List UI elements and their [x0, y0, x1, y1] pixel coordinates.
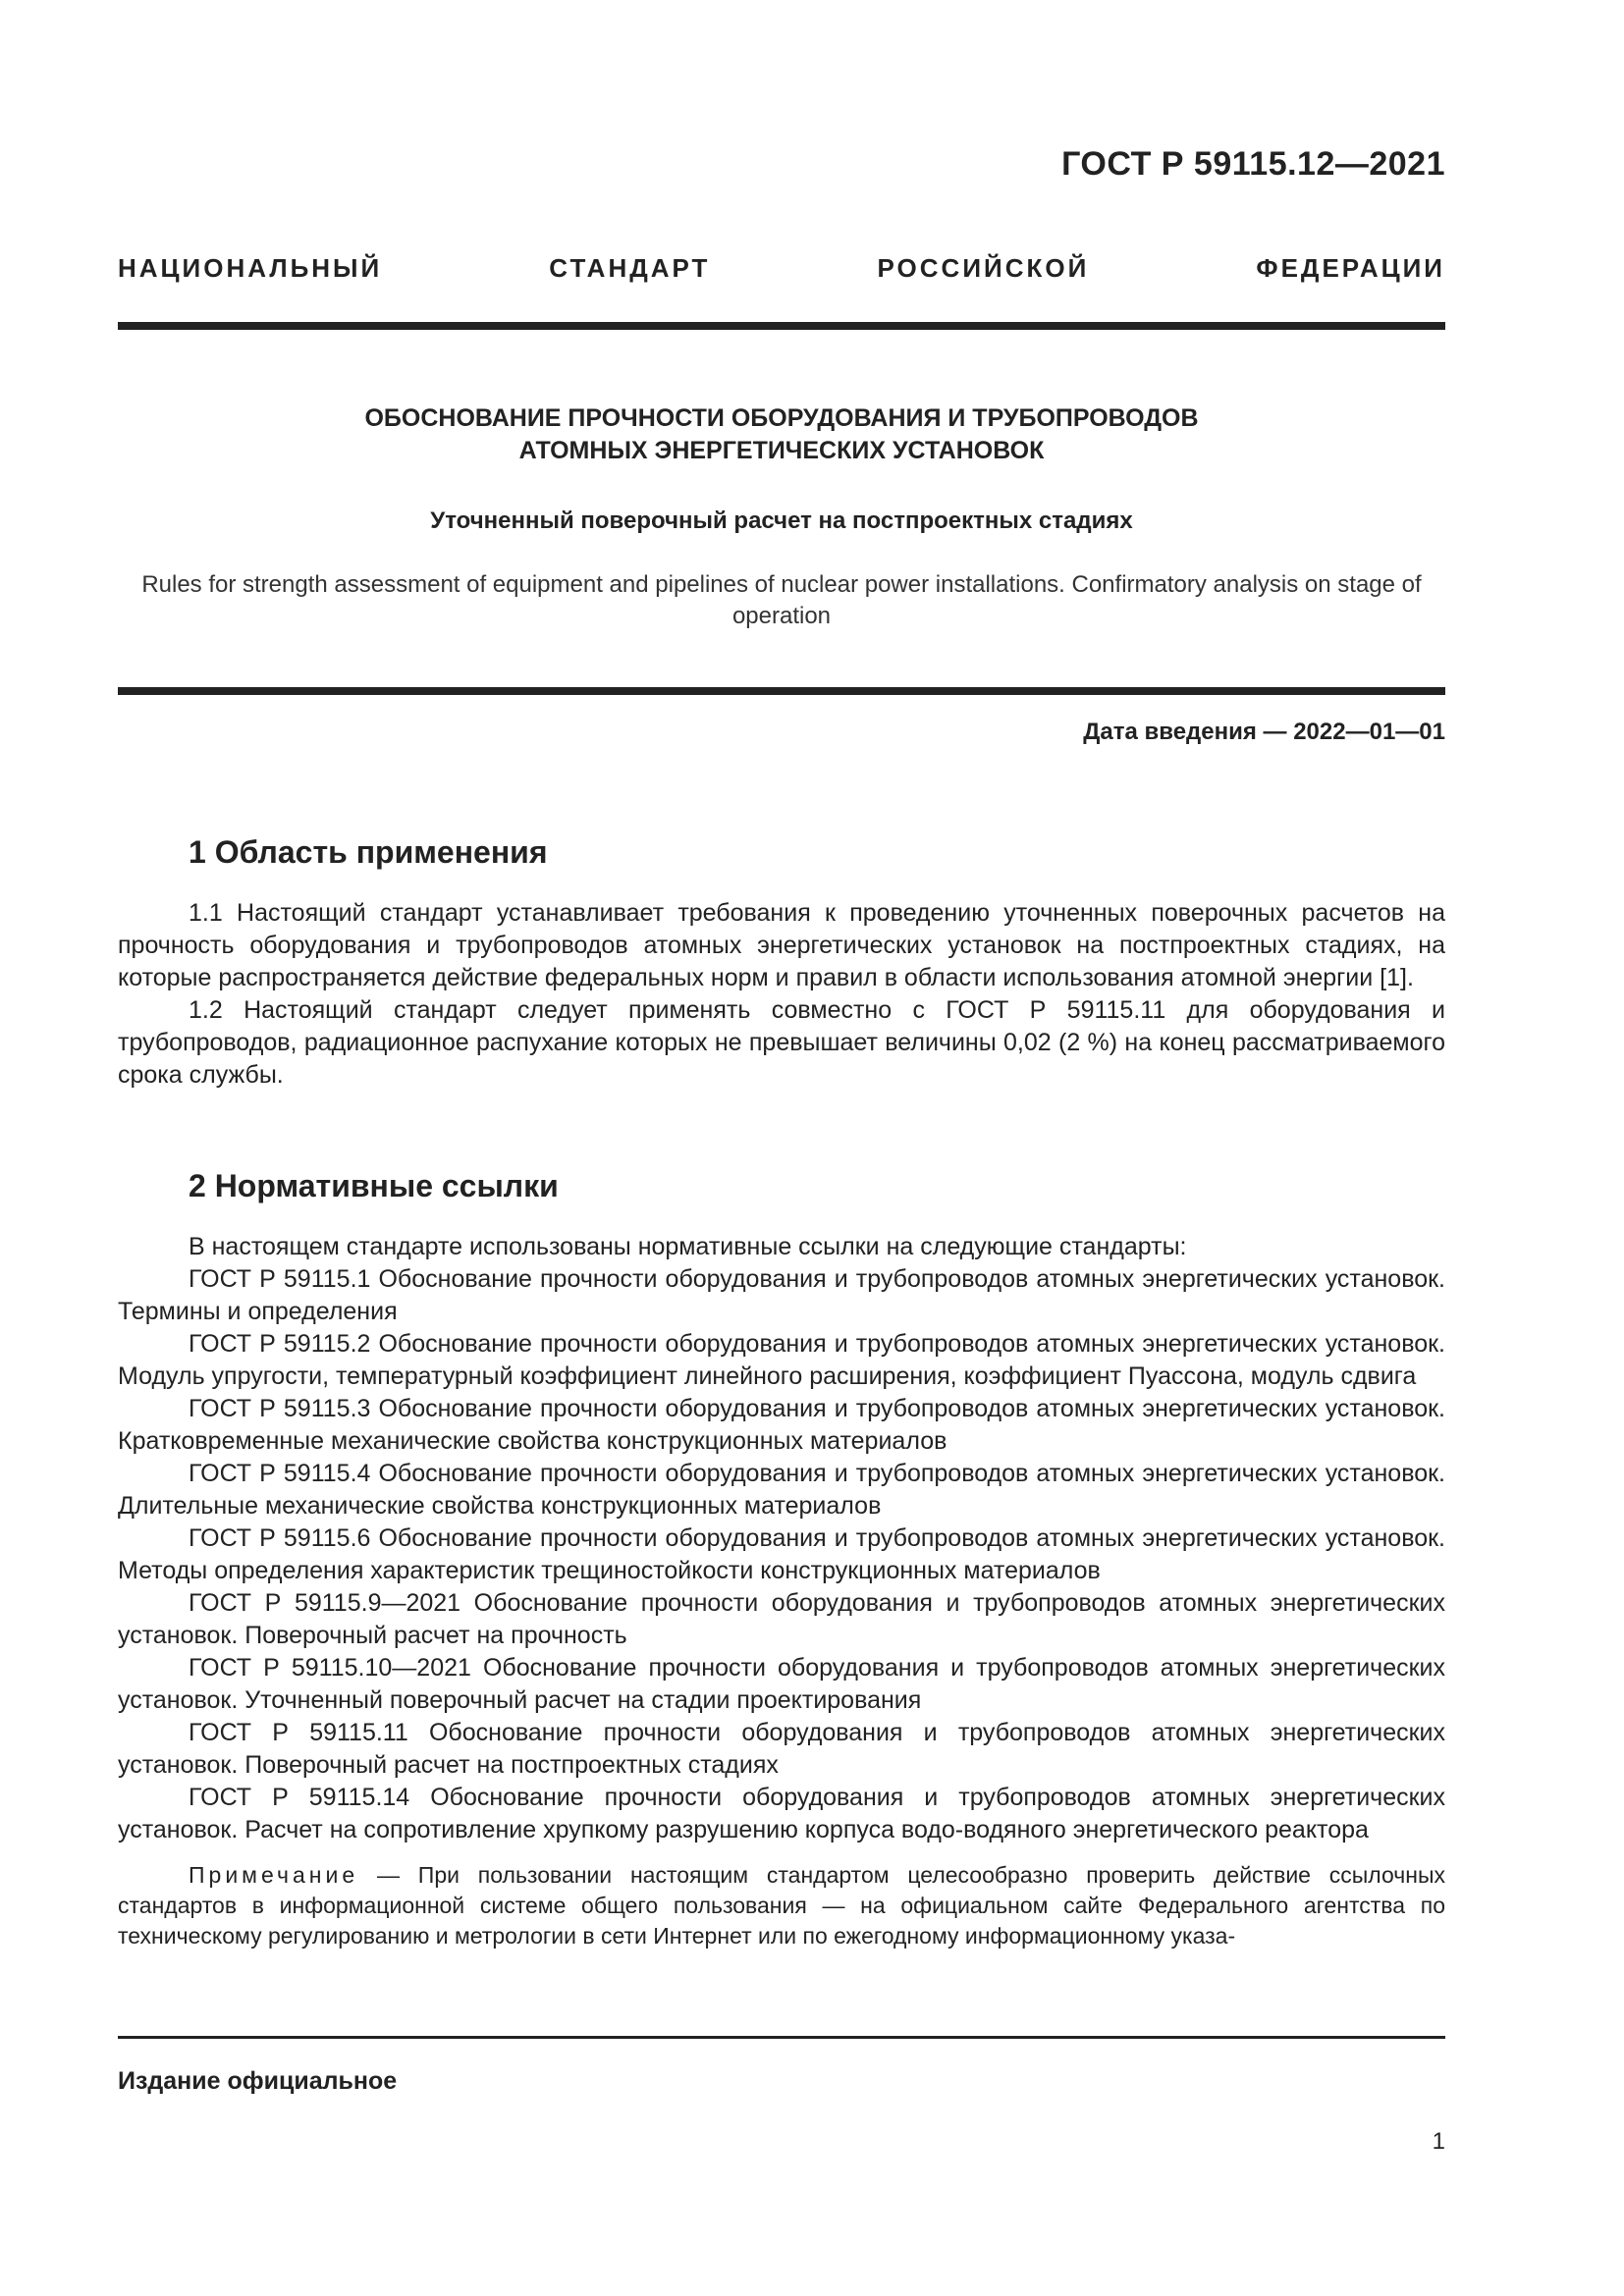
section-scope — [118, 832, 1445, 1092]
reference-item: ГОСТ Р 59115.2 Обоснование прочности оборудования и трубопроводов атомных энергетических установок. Модуль упругости, температурный коэффициент линейного расширения, коэффициент Пуассона, модуль сдвига — [118, 1330, 1445, 1390]
paragraph: В настоящем стандарте использованы нормативные ссылки на следующие стандарты: — [189, 1233, 1187, 1260]
reference-item: ГОСТ Р 59115.1 Обоснование прочности оборудования и трубопроводов атомных энергетических установок. Термины и определения — [118, 1265, 1445, 1325]
note-label: Примечание — [189, 1862, 359, 1888]
section-heading: 1 Область применения — [189, 834, 548, 870]
main-title-line2: АТОМНЫХ ЭНЕРГЕТИЧЕСКИХ УСТАНОВОК — [518, 437, 1045, 464]
header-rule — [118, 322, 1445, 330]
reference-item: ГОСТ Р 59115.6 Обоснование прочности оборудования и трубопроводов атомных энергетических установок. Методы определения характеристик трещиностойкости конструкционных материалов — [118, 1524, 1445, 1584]
main-title — [118, 402, 1445, 467]
edition-label: Издание официальное — [118, 2067, 398, 2095]
paragraph: 1.2 Настоящий стандарт следует применять совместно с ГОСТ Р 59115.11 для оборудования и трубопроводов, радиационное распухание которых не превышает величины 0,02 (2 %) на конец рассматриваемого срока службы. — [118, 996, 1445, 1089]
section-normative-references — [118, 1166, 1445, 1951]
page-number: 1 — [1432, 2128, 1445, 2155]
footer-rule — [118, 2036, 1445, 2039]
english-title: Rules for strength assessment of equipment and pipelines of nuclear power installations. Confirmatory analysis on stage of operation — [141, 571, 1422, 629]
introduction-date: Дата введения — 2022—01—01 — [1083, 719, 1445, 745]
reference-item: ГОСТ Р 59115.9—2021 Обоснование прочности оборудования и трубопроводов атомных энергетических установок. Поверочный расчет на прочность — [118, 1589, 1445, 1649]
note-text: — При пользовании настоящим стандартом целесообразно проверить действие ссылочных стандартов в информационной системе общего пользования — на официальном сайте Федерального агентства по техническому регулированию и метрологии в сети Интернет или по ежегодному информационному указа- — [118, 1862, 1445, 1949]
document-number: ГОСТ Р 59115.12—2021 — [1061, 145, 1445, 183]
main-title-line1: ОБОСНОВАНИЕ ПРОЧНОСТИ ОБОРУДОВАНИЯ И ТРУБОПРОВОДОВ — [364, 404, 1199, 432]
reference-item: ГОСТ Р 59115.3 Обоснование прочности оборудования и трубопроводов атомных энергетических установок. Кратковременные механические свойства конструкционных материалов — [118, 1395, 1445, 1455]
note-paragraph — [118, 1860, 1445, 1951]
title-rule — [118, 687, 1445, 695]
national-standard-banner: НАЦИОНАЛЬНЫЙ СТАНДАРТ РОССИЙСКОЙ ФЕДЕРАЦИИ — [118, 253, 1445, 283]
reference-item: ГОСТ Р 59115.4 Обоснование прочности оборудования и трубопроводов атомных энергетических установок. Длительные механические свойства конструкционных материалов — [118, 1460, 1445, 1520]
reference-item: ГОСТ Р 59115.14 Обоснование прочности оборудования и трубопроводов атомных энергетических установок. Расчет на сопротивление хрупкому разрушению корпуса водо-водяного энергетического реактора — [118, 1784, 1445, 1843]
title-block — [118, 402, 1445, 632]
subtitle: Уточненный поверочный расчет на постпроектных стадиях — [430, 507, 1133, 534]
document-page — [118, 0, 1445, 2296]
paragraph: 1.1 Настоящий стандарт устанавливает требования к проведению уточненных поверочных расчетов на прочность оборудования и трубопроводов атомных энергетических установок на постпроектных стадиях, на которые распространяется действие федеральных норм и правил в области использования атомной энергии [1]. — [118, 899, 1445, 991]
reference-item: ГОСТ Р 59115.11 Обоснование прочности оборудования и трубопроводов атомных энергетических установок. Поверочный расчет на постпроектных стадиях — [118, 1719, 1445, 1779]
reference-item: ГОСТ Р 59115.10—2021 Обоснование прочности оборудования и трубопроводов атомных энергетических установок. Уточненный поверочный расчет на стадии проектирования — [118, 1654, 1445, 1714]
section-heading: 2 Нормативные ссылки — [189, 1168, 559, 1203]
